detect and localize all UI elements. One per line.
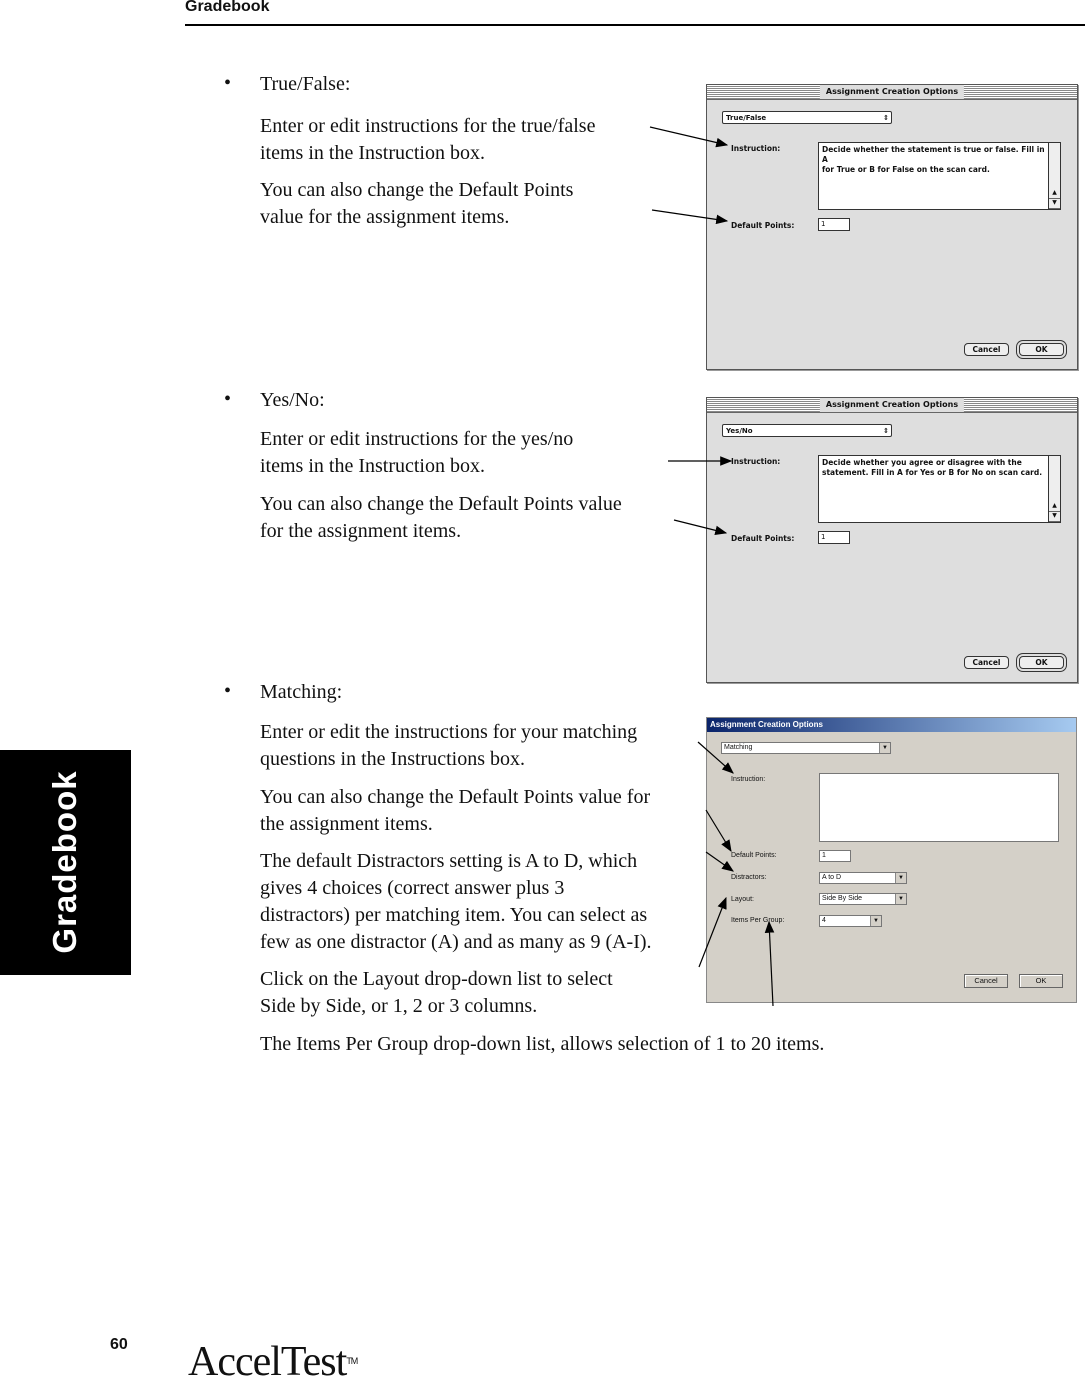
mt-heading: Matching:: [260, 681, 343, 703]
instruction-text-line2: for True or B for False on the scan card.: [822, 165, 990, 174]
arrow-mt-items: [769, 922, 773, 1006]
arrow-mt-instruction: [698, 742, 733, 773]
bullet: •: [224, 72, 232, 94]
tf-para1-line1: Enter or edit instructions for the true/false: [260, 115, 596, 137]
items-per-group-value: 4: [822, 917, 826, 924]
yn-para1-line1: Enter or edit instructions for the yes/no: [260, 428, 574, 450]
default-points-input[interactable]: 1: [819, 850, 851, 862]
scroll-up-icon[interactable]: ▲: [1049, 188, 1060, 199]
mt-para2-line2: the assignment items.: [260, 813, 433, 835]
dropdown-arrow-icon[interactable]: ▼: [895, 873, 906, 883]
side-tab-label: Gradebook: [46, 770, 83, 954]
layout-value: Side By Side: [822, 895, 863, 902]
dropdown-arrow-icon[interactable]: ▼: [870, 916, 881, 926]
assignment-type-value: Matching: [724, 744, 753, 751]
bullet: •: [224, 680, 232, 702]
page-number: 60: [110, 1336, 128, 1353]
default-points-input[interactable]: 1: [818, 218, 850, 231]
arrow-tf-instruction: [650, 127, 727, 145]
tf-para2-line2: value for the assignment items.: [260, 206, 510, 228]
mt-para1-line2: questions in the Instructions box.: [260, 748, 525, 770]
mt-para3-line3: distractors) per matching item. You can select as: [260, 904, 648, 926]
arrow-tf-points: [652, 210, 727, 221]
distractors-label: Distractors:: [731, 874, 767, 881]
mt-para3-line4: few as one distractor (A) and as many as 9 (A-I).: [260, 931, 652, 953]
instruction-label: Instruction:: [731, 776, 766, 783]
header-title: Gradebook: [185, 0, 270, 15]
dialog-title: Assignment Creation Options: [710, 720, 823, 729]
ok-button[interactable]: OK: [1019, 974, 1063, 988]
tf-para1-line2: items in the Instruction box.: [260, 142, 485, 164]
logo-text: AccelTest: [188, 1339, 347, 1385]
tf-heading: True/False:: [260, 73, 351, 95]
scroll-down-icon[interactable]: ▼: [1049, 511, 1060, 522]
instruction-label: Instruction:: [731, 144, 781, 153]
ok-button[interactable]: OK: [1019, 343, 1064, 356]
cancel-button[interactable]: Cancel: [964, 656, 1009, 669]
assignment-type-value: True/False: [726, 114, 767, 122]
mt-para3-line1: The default Distractors setting is A to D, which: [260, 850, 638, 872]
arrow-mt-layout: [699, 898, 726, 967]
yn-heading: Yes/No:: [260, 389, 325, 411]
mt-para3-line2: gives 4 choices (correct answer plus 3: [260, 877, 565, 899]
dialog-title: Assignment Creation Options: [820, 85, 964, 99]
arrow-yn-points: [674, 520, 726, 533]
default-points-input[interactable]: 1: [818, 531, 850, 544]
items-per-group-label: Items Per Group:: [731, 917, 785, 924]
tf-para2-line1: You can also change the Default Points: [260, 179, 574, 201]
mt-para2-line1: You can also change the Default Points value for: [260, 786, 651, 808]
instruction-text-line2: statement. Fill in A for Yes or B for No on scan card.: [822, 468, 1043, 477]
trademark: TM: [346, 1356, 358, 1366]
acceltest-logo: [188, 1338, 357, 1386]
layout-label: Layout:: [731, 896, 754, 903]
ok-button[interactable]: OK: [1019, 656, 1064, 669]
updown-arrows-icon: ⇕: [883, 427, 889, 435]
assignment-type-value: Yes/No: [726, 427, 753, 435]
instruction-text-line1: Decide whether the statement is true or false. Fill in A: [822, 145, 1045, 164]
arrow-mt-points: [706, 810, 731, 851]
instruction-label: Instruction:: [731, 457, 781, 466]
mt-para1-line1: Enter or edit the instructions for your matching: [260, 721, 638, 743]
arrow-mt-distractors: [706, 852, 733, 871]
yn-para1-line2: items in the Instruction box.: [260, 455, 485, 477]
cancel-button[interactable]: Cancel: [964, 974, 1008, 988]
dropdown-arrow-icon[interactable]: ▼: [895, 894, 906, 904]
cancel-button[interactable]: Cancel: [964, 343, 1009, 356]
scroll-up-icon[interactable]: ▲: [1049, 501, 1060, 512]
yn-para2-line2: for the assignment items.: [260, 520, 462, 542]
instruction-text-line1: Decide whether you agree or disagree with the: [822, 458, 1022, 467]
default-points-label: Default Points:: [731, 221, 795, 230]
updown-arrows-icon: ⇕: [883, 114, 889, 122]
default-points-label: Default Points:: [731, 534, 795, 543]
mt-para5: The Items Per Group drop-down list, allows selection of 1 to 20 items.: [260, 1033, 825, 1055]
yn-para2-line1: You can also change the Default Points value: [260, 493, 622, 515]
scroll-down-icon[interactable]: ▼: [1049, 198, 1060, 209]
distractors-value: A to D: [822, 874, 842, 881]
default-points-label: Default Points:: [731, 852, 777, 859]
dropdown-arrow-icon[interactable]: ▼: [879, 743, 890, 753]
mt-para4-line1: Click on the Layout drop-down list to select: [260, 968, 613, 990]
mt-para4-line2: Side by Side, or 1, 2 or 3 columns.: [260, 995, 538, 1017]
dialog-title: Assignment Creation Options: [820, 398, 964, 412]
bullet: •: [224, 388, 232, 410]
